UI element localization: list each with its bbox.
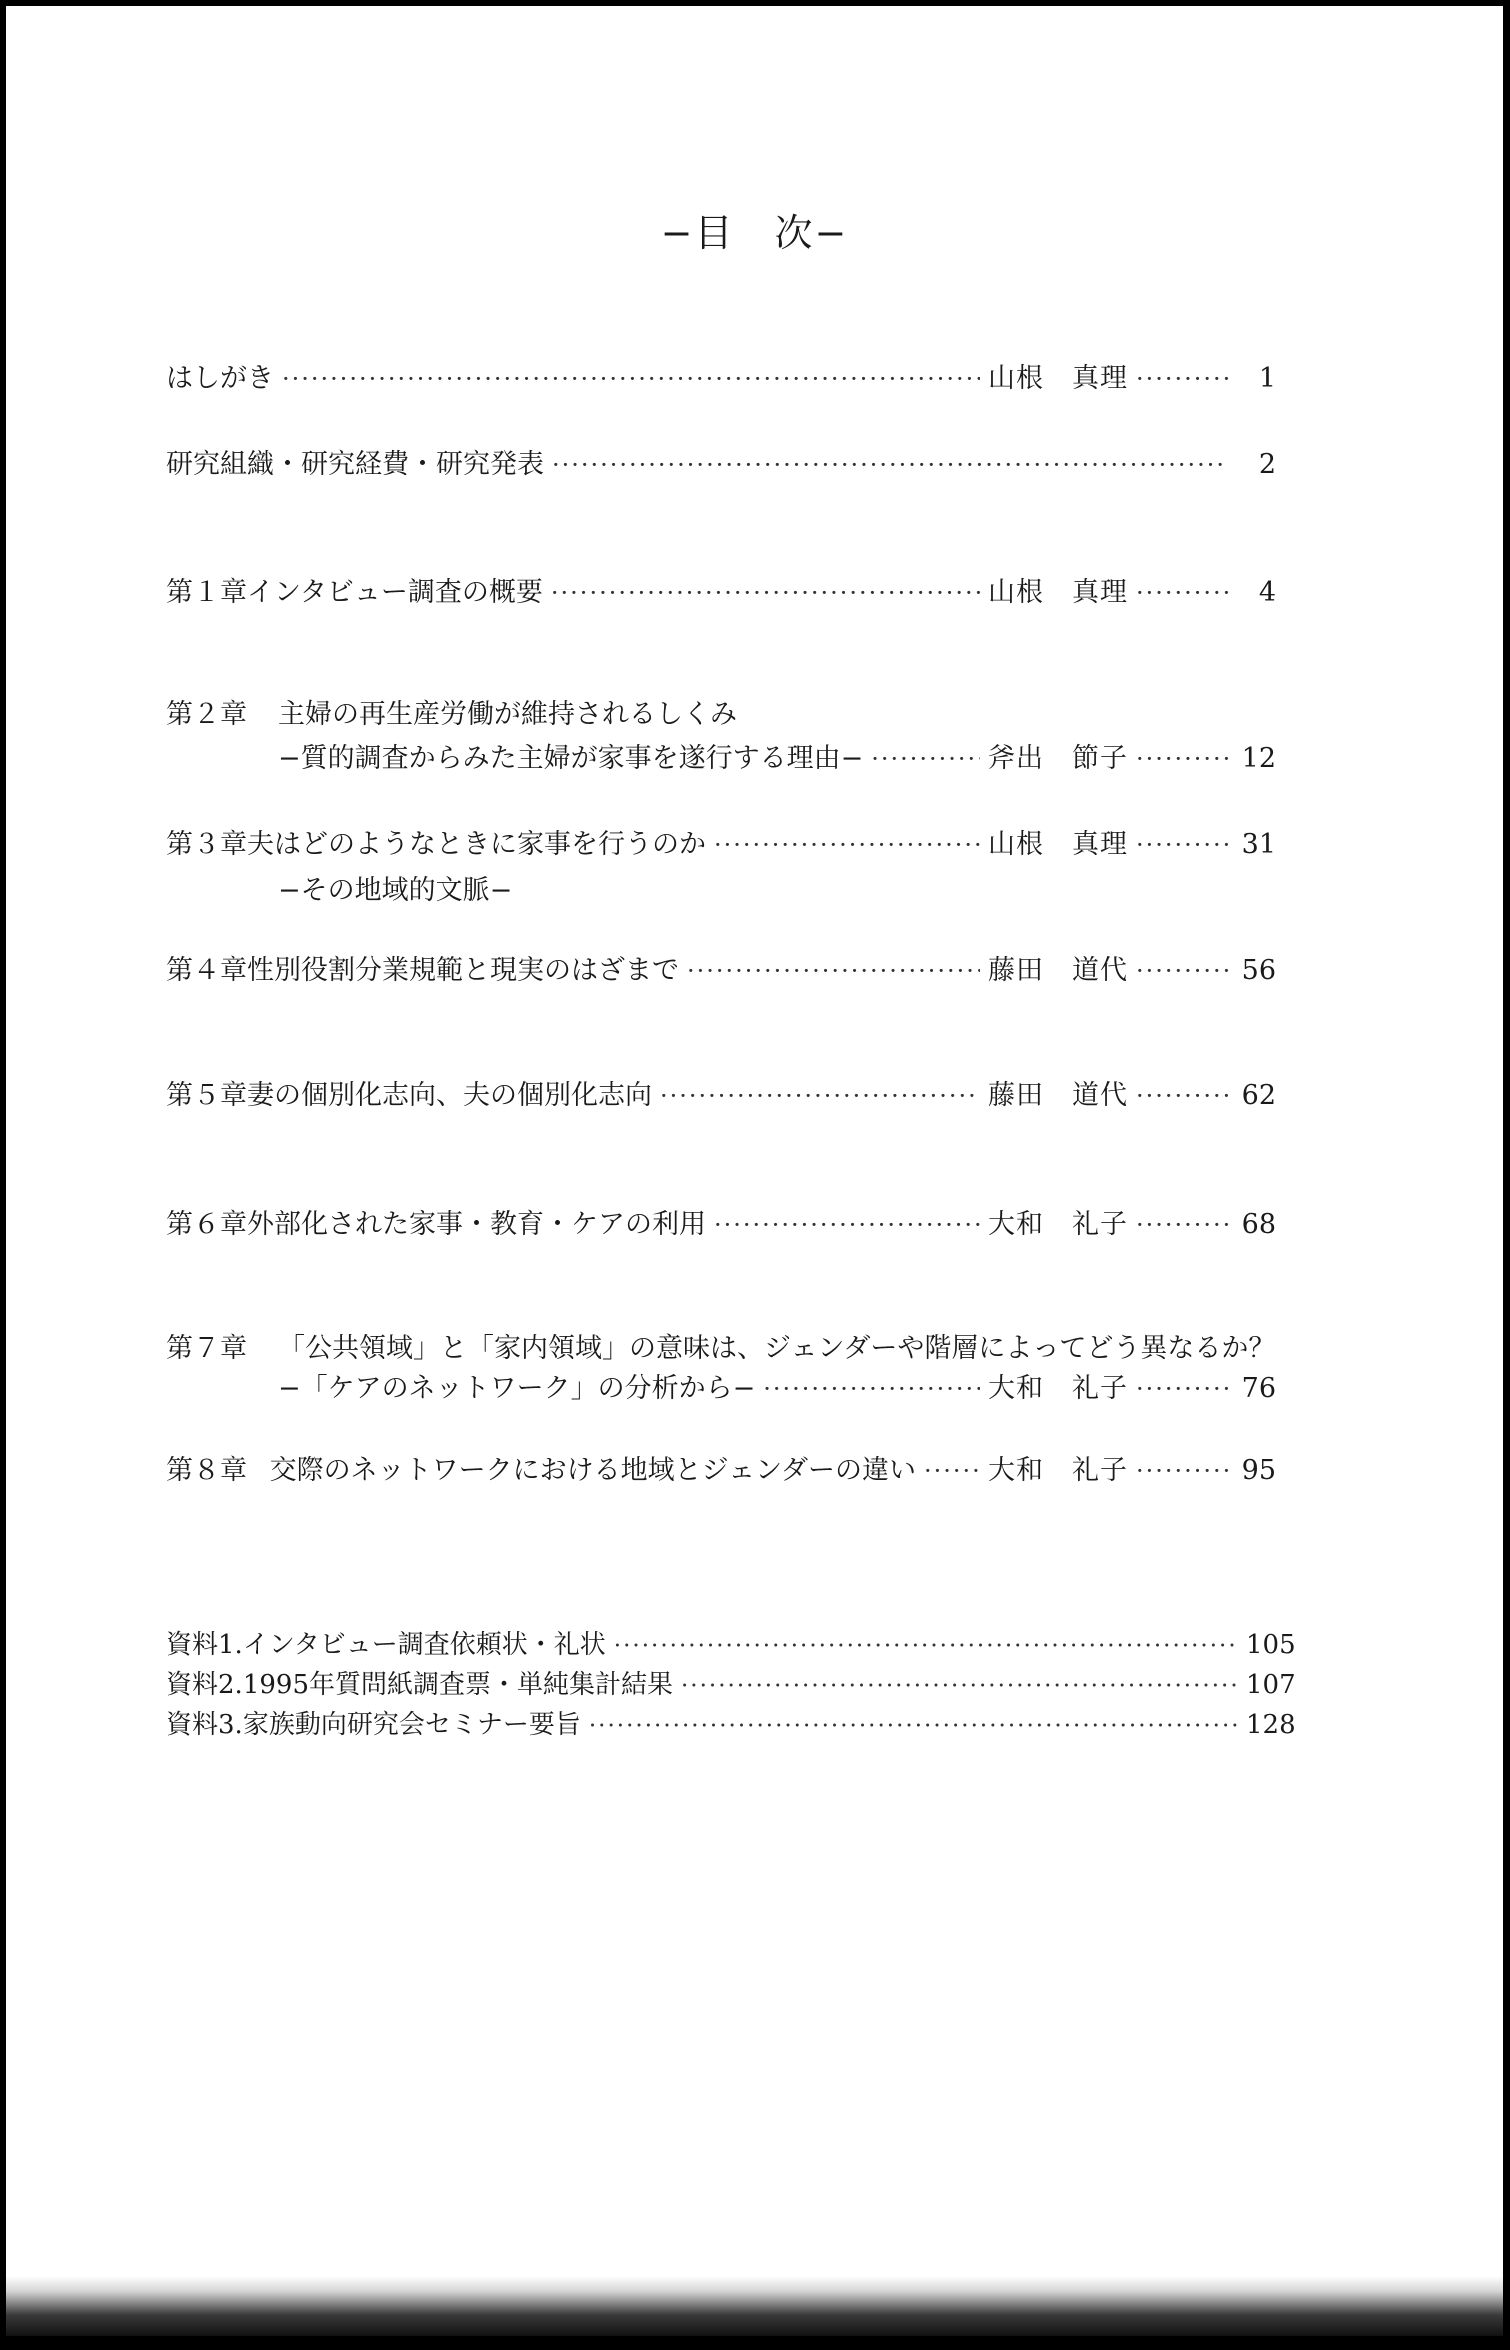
entry-page: 95 bbox=[1241, 1455, 1276, 1486]
dot-leader bbox=[681, 1673, 1238, 1699]
appendix-page: 105 bbox=[1246, 1630, 1296, 1660]
entry-author: 大和 礼子 bbox=[988, 1209, 1128, 1240]
toc-appendix-2[interactable] bbox=[166, 1664, 1296, 1704]
dot-leader bbox=[1136, 1082, 1228, 1110]
dot-leader bbox=[1136, 1375, 1228, 1403]
entry-author: 山根 真理 bbox=[988, 829, 1128, 860]
entry-subtitle: −その地域的文脈− bbox=[278, 875, 513, 906]
chapter-number: 第５章 bbox=[166, 1080, 247, 1111]
dot-leader bbox=[1136, 831, 1228, 859]
toc-entry-organization[interactable] bbox=[166, 442, 1276, 482]
appendix-label: 資料 bbox=[166, 1630, 219, 1660]
dot-leader bbox=[924, 1457, 980, 1485]
dot-leader bbox=[282, 365, 980, 393]
scan-shadow bbox=[6, 2276, 1503, 2336]
entry-author: 藤田 道代 bbox=[988, 955, 1128, 986]
entry-subtitle: −「ケアのネットワーク」の分析から− bbox=[278, 1373, 756, 1404]
entry-page: 1 bbox=[1258, 363, 1276, 394]
chapter-number: 第４章 bbox=[166, 955, 247, 986]
dot-leader bbox=[1136, 1457, 1228, 1485]
appendix-label: 資料 bbox=[166, 1710, 219, 1740]
entry-author: 山根 真理 bbox=[988, 363, 1128, 394]
appendix-page: 128 bbox=[1246, 1710, 1296, 1740]
toc-entry-chapter-8[interactable] bbox=[166, 1448, 1276, 1488]
appendix-title: 家族動向研究会セミナー要旨 bbox=[242, 1710, 581, 1740]
toc-entry-chapter-6[interactable] bbox=[166, 1202, 1276, 1242]
chapter-number: 第１章 bbox=[166, 577, 247, 608]
dot-leader bbox=[660, 1082, 980, 1110]
entry-author: 大和 礼子 bbox=[988, 1373, 1128, 1404]
entry-author: 大和 礼子 bbox=[988, 1455, 1128, 1486]
toc-entry-chapter-7-subtitle[interactable] bbox=[278, 1366, 1276, 1406]
entry-author: 斧出 節子 bbox=[988, 743, 1128, 774]
entry-title: インタビュー調査の概要 bbox=[247, 577, 543, 608]
dot-leader bbox=[552, 451, 1228, 479]
chapter-number: 第７章 bbox=[166, 1333, 247, 1364]
appendix-page: 107 bbox=[1246, 1670, 1296, 1700]
chapter-number: 第８章 bbox=[166, 1455, 247, 1486]
entry-page: 2 bbox=[1258, 449, 1276, 480]
appendix-title: 1995年質問紙調査票・単純集計結果 bbox=[242, 1670, 673, 1700]
toc-entry-chapter-2-subtitle[interactable] bbox=[278, 736, 1276, 776]
entry-page: 68 bbox=[1241, 1209, 1276, 1240]
document-page bbox=[6, 6, 1503, 2336]
toc-entry-preface[interactable] bbox=[166, 356, 1276, 396]
dot-leader bbox=[551, 579, 980, 607]
toc-appendix-3[interactable] bbox=[166, 1704, 1296, 1744]
chapter-number: 第３章 bbox=[166, 829, 247, 860]
dot-leader bbox=[1136, 365, 1228, 393]
entry-title: 主婦の再生産労働が維持されるしくみ bbox=[278, 699, 737, 730]
chapter-number: 第６章 bbox=[166, 1209, 247, 1240]
entry-page: 31 bbox=[1241, 829, 1276, 860]
dot-leader bbox=[1136, 1211, 1228, 1239]
toc-entry-chapter-5[interactable] bbox=[166, 1073, 1276, 1113]
entry-title: 性別役割分業規範と現実のはざまで bbox=[247, 955, 679, 986]
toc-title: −目 次− bbox=[660, 211, 849, 255]
entry-title: 外部化された家事・教育・ケアの利用 bbox=[247, 1209, 706, 1240]
dot-leader bbox=[589, 1713, 1238, 1739]
entry-page: 4 bbox=[1258, 577, 1276, 608]
entry-title: はしがき bbox=[166, 363, 274, 394]
toc-entry-chapter-2[interactable] bbox=[166, 692, 1276, 732]
entry-page: 12 bbox=[1241, 743, 1276, 774]
toc-entry-chapter-3[interactable] bbox=[166, 822, 1276, 862]
toc-entry-chapter-4[interactable] bbox=[166, 948, 1276, 988]
entry-author: 山根 真理 bbox=[988, 577, 1128, 608]
dot-leader bbox=[687, 957, 980, 985]
dot-leader bbox=[714, 831, 980, 859]
entry-page: 62 bbox=[1241, 1080, 1276, 1111]
entry-title: 夫はどのようなときに家事を行うのか bbox=[247, 829, 706, 860]
dot-leader bbox=[614, 1633, 1238, 1659]
entry-title: 交際のネットワークにおける地域とジェンダーの違い bbox=[269, 1455, 916, 1486]
entry-subtitle: −質的調査からみた主婦が家事を遂行する理由− bbox=[278, 743, 864, 774]
dot-leader bbox=[763, 1375, 980, 1403]
dot-leader bbox=[1136, 957, 1228, 985]
appendix-label: 資料 bbox=[166, 1670, 219, 1700]
dot-leader bbox=[714, 1211, 980, 1239]
dot-leader bbox=[1136, 579, 1228, 607]
appendix-number: 1. bbox=[218, 1630, 243, 1660]
chapter-number: 第２章 bbox=[166, 699, 247, 730]
appendix-title: インタビュー調査依頼状・礼状 bbox=[242, 1630, 606, 1660]
toc-appendix-1[interactable] bbox=[166, 1624, 1296, 1664]
entry-page: 56 bbox=[1241, 955, 1276, 986]
entry-title: 「公共領域」と「家内領域」の意味は、ジェンダーや階層によってどう異なるか？ bbox=[278, 1333, 1276, 1364]
entry-author: 藤田 道代 bbox=[988, 1080, 1128, 1111]
toc-entry-chapter-1[interactable] bbox=[166, 570, 1276, 610]
entry-title: 研究組織・研究経費・研究発表 bbox=[166, 449, 544, 480]
entry-page: 76 bbox=[1241, 1373, 1276, 1404]
entry-title: 妻の個別化志向、夫の個別化志向 bbox=[247, 1080, 652, 1111]
toc-entry-chapter-7[interactable] bbox=[166, 1326, 1276, 1366]
appendix-number: 2. bbox=[218, 1670, 243, 1700]
dot-leader bbox=[871, 745, 980, 773]
appendix-number: 3. bbox=[218, 1710, 243, 1740]
dot-leader bbox=[1136, 745, 1228, 773]
